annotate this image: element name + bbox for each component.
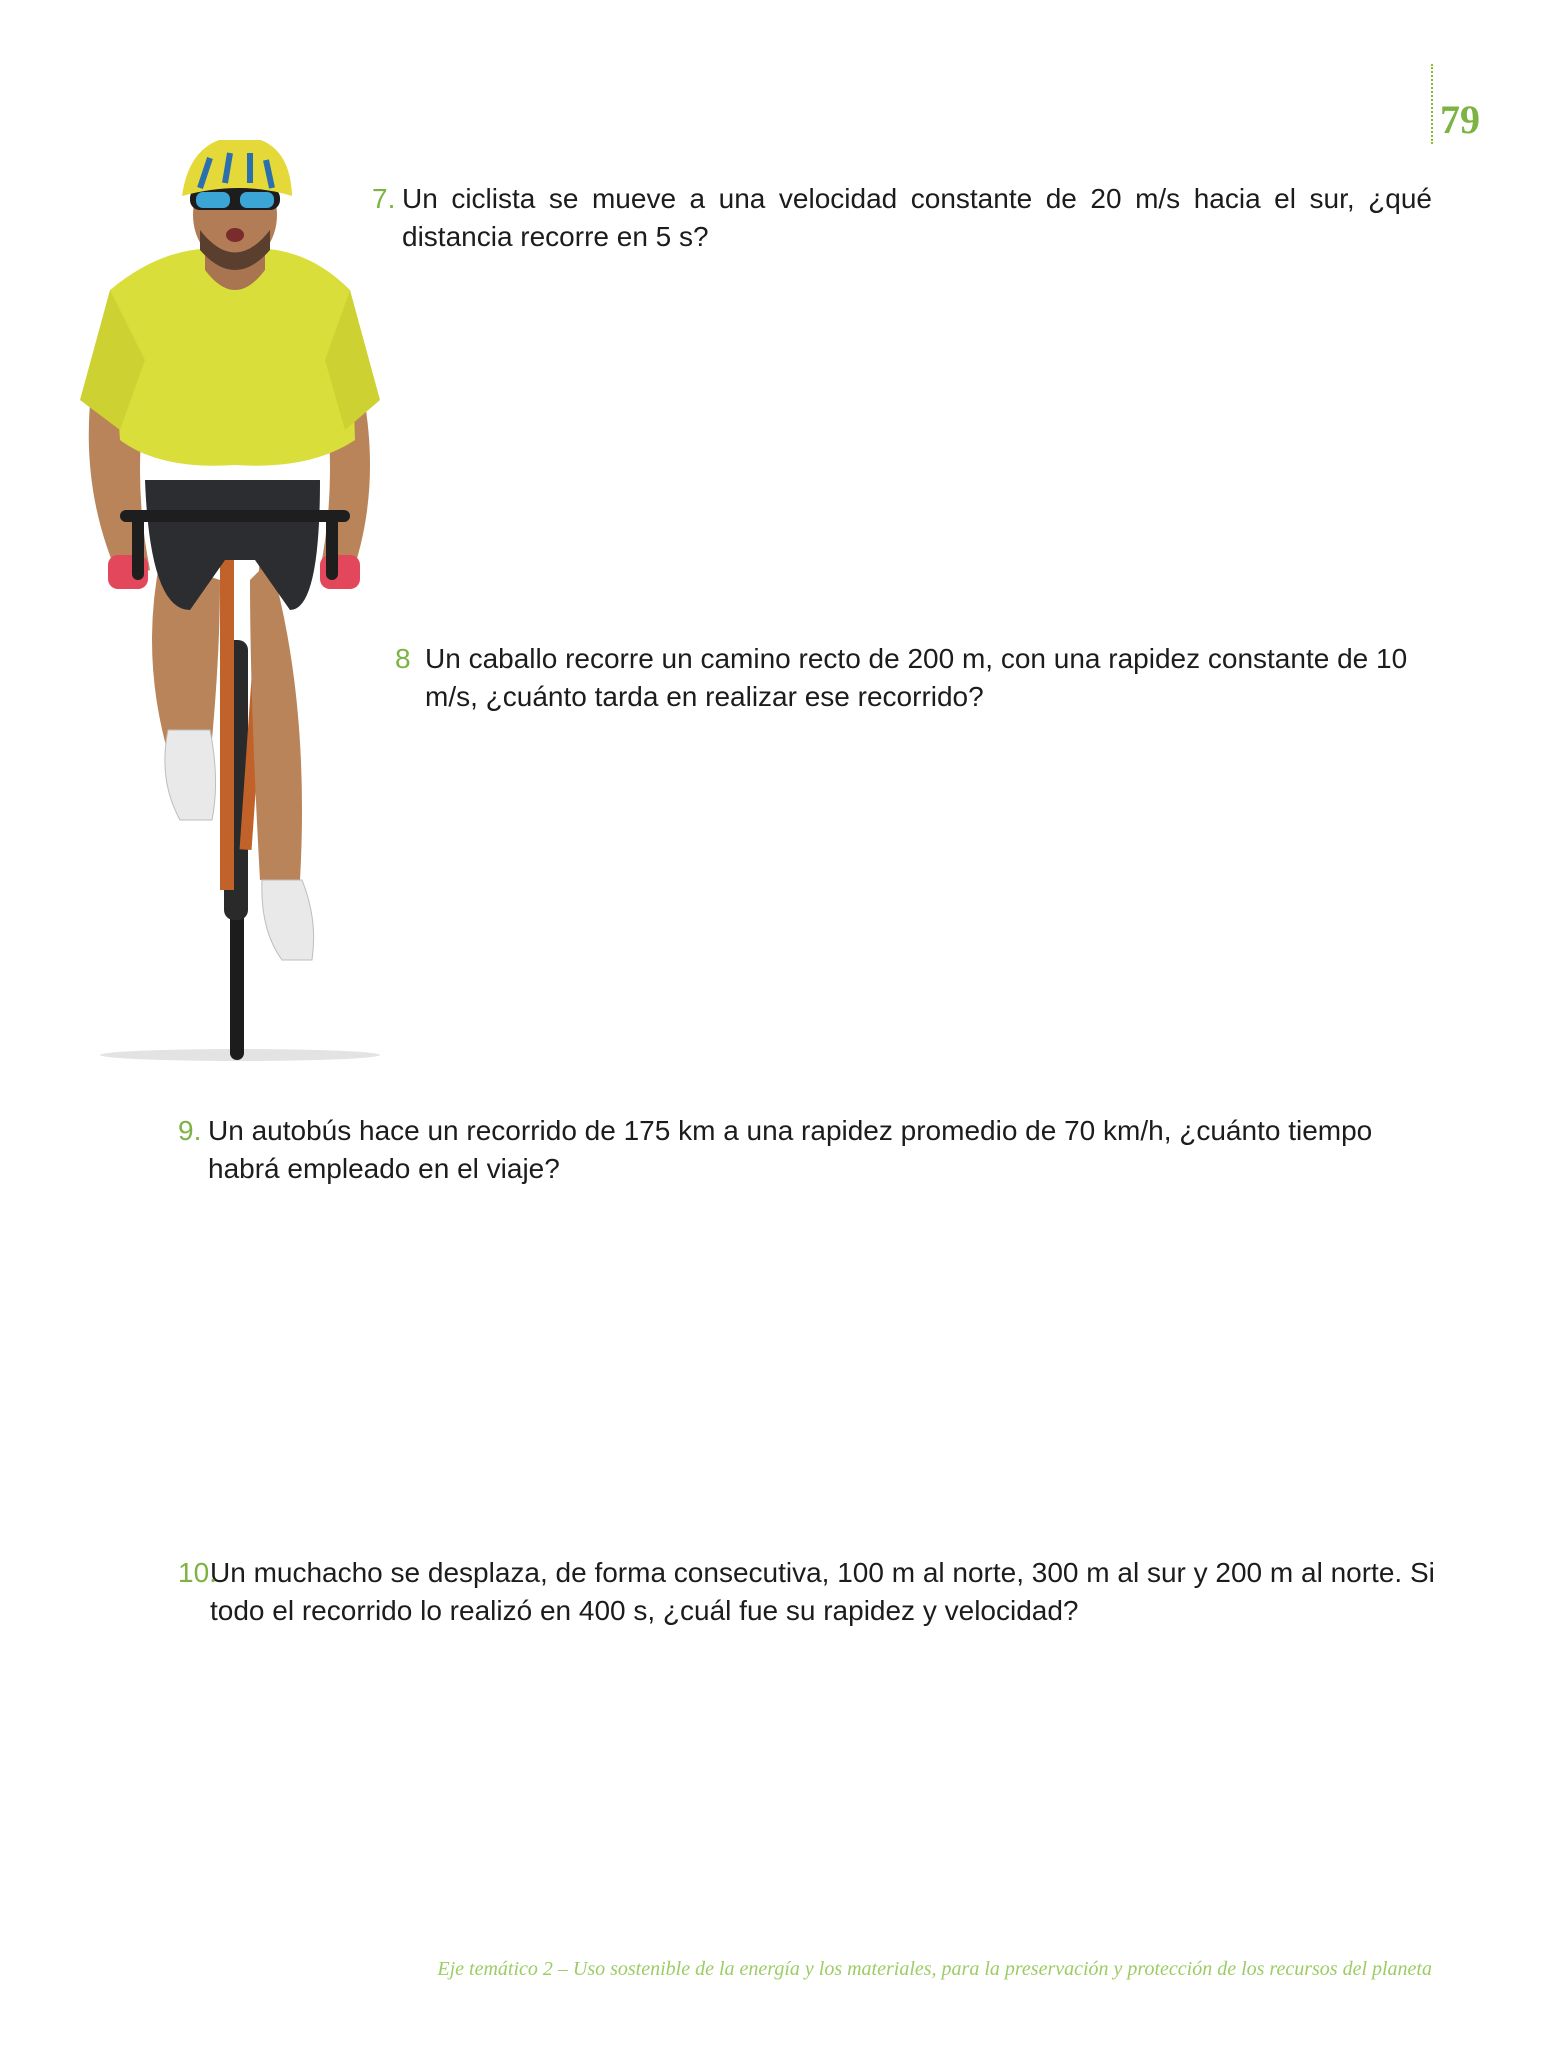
page-number: 79 (1440, 97, 1480, 142)
question-9 (178, 1112, 1432, 1188)
question-text: Un autobús hace un recorrido de 175 km a una rapidez promedio de 70 km/h, ¿cuánto tiempo habrá empleado en el viaje? (208, 1115, 1373, 1184)
question-text: Un muchacho se desplaza, de forma consecutiva, 100 m al norte, 300 m al sur y 200 m al norte. Si todo el recorrido lo realizó en 400 s, ¿cuál fue su rapidez y velocidad? (210, 1557, 1435, 1626)
question-number: 10. (178, 1557, 217, 1588)
question-8 (395, 640, 1432, 716)
cyclist-illustration (50, 140, 410, 1070)
question-number: 9. (178, 1115, 202, 1146)
page-number-rule (1431, 64, 1433, 144)
question-number: 7. (372, 183, 396, 214)
question-10 (178, 1554, 1438, 1630)
question-text: Un caballo recorre un camino recto de 200 m, con una rapidez constante de 10 m/s, ¿cuánto tarda en realizar ese recorrido? (425, 643, 1408, 712)
question-text: Un ciclista se mueve a una velocidad constante de 20 m/s hacia el sur, ¿qué distancia recorre en 5 s? (402, 183, 1432, 252)
question-number: 8 (395, 643, 411, 674)
page-footer: Eje temático 2 – Uso sostenible de la energía y los materiales, para la preservación y protección de los recursos del planeta (437, 1958, 1432, 1980)
question-7 (372, 180, 1432, 256)
